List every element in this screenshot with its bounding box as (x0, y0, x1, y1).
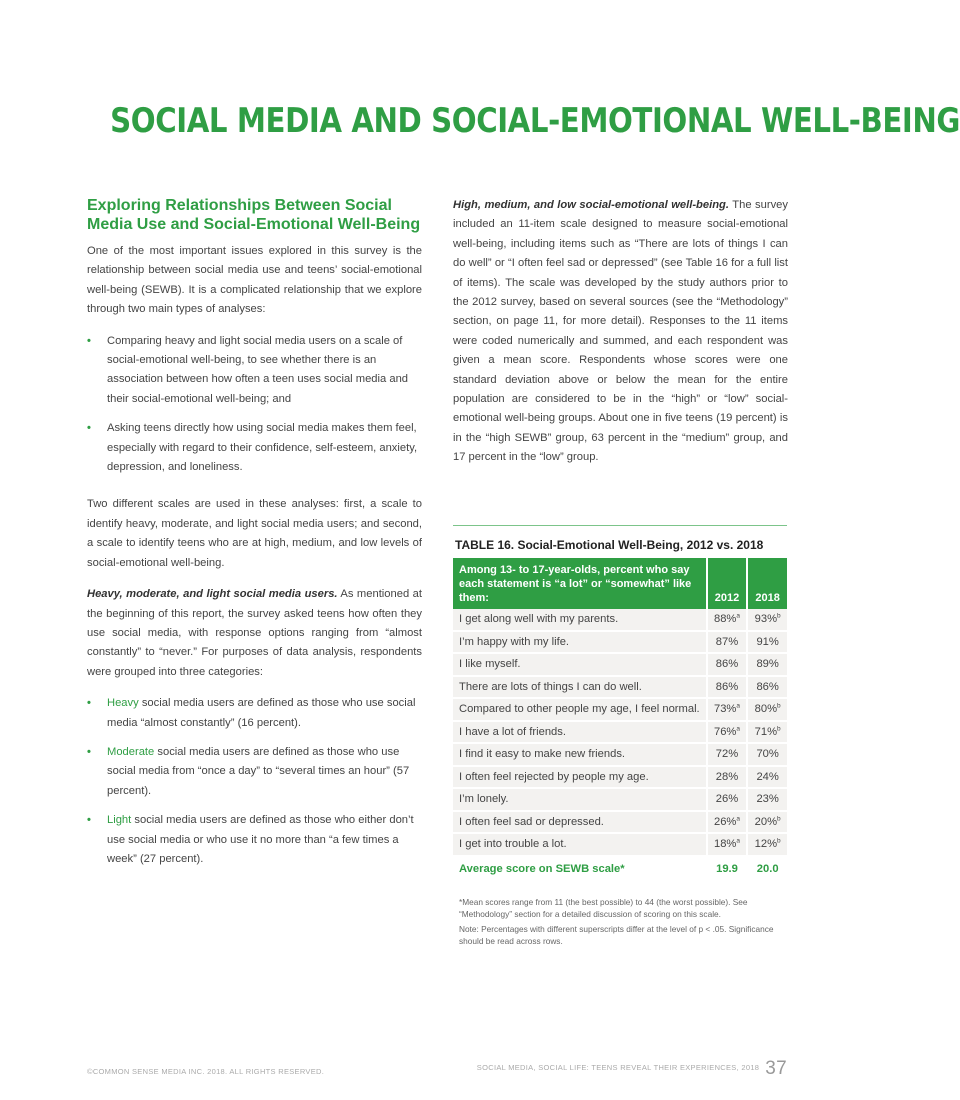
header-2018: 2018 (747, 558, 787, 609)
significance-superscript: b (777, 702, 781, 710)
footnote-mean: *Mean scores range from 11 (the best possible) to 44 (the worst possible). See “Methodology” section for a detailed discussion of scoring on this scale. (459, 897, 748, 919)
cell-value: There are lots of things I can do well. (459, 680, 642, 693)
users-paragraph (87, 585, 422, 682)
value-2018-cell (747, 788, 787, 811)
value-2012-cell (707, 676, 748, 699)
table-notes (459, 896, 789, 950)
value-2012-cell (707, 811, 748, 834)
footer-report (477, 1058, 787, 1080)
value-2012-cell (707, 721, 748, 744)
table-row (453, 631, 787, 654)
cell-value: 91% (756, 635, 779, 648)
value-2018-cell (747, 833, 787, 856)
cell-value: 19.9 (716, 862, 738, 875)
significance-superscript: a (736, 837, 741, 845)
footnote-significance: Note: Percentages with different superscripts differ at the level of p < .05. Significance should be read across rows. (459, 924, 774, 946)
value-2012-cell (707, 788, 748, 811)
value-2012-cell (707, 743, 748, 766)
significance-superscript: a (736, 815, 741, 823)
cell-value: 72% (715, 748, 739, 761)
value-2012-cell (707, 631, 748, 654)
cell-value: 71% (754, 725, 778, 738)
value-2018-cell (747, 653, 787, 676)
average-2012-cell (707, 856, 748, 882)
category-text: social media users are defined as those who use social media “almost constantly” (16 percent). (107, 697, 416, 729)
list-item: • Comparing heavy and light social media users on a scale of social-emotional well-being, to see whether there is an association between how often a teen uses social media and their social-emotional well-being; and (87, 332, 422, 410)
table-row (453, 721, 787, 744)
value-2018-cell (747, 743, 787, 766)
statement-cell (453, 676, 707, 699)
copyright: ©COMMON SENSE MEDIA INC. 2018. ALL RIGHTS RESERVED. (87, 1067, 325, 1076)
categories-list (87, 694, 422, 869)
cell-value: Compared to other people my age, I feel normal. (459, 703, 700, 716)
section-heading: Exploring Relationships Between Social Media Use and Social-Emotional Well-Being (87, 197, 421, 233)
list-item (87, 743, 422, 801)
scales-paragraph: Two different scales are used in these analyses: first, a scale to identify heavy, moderate, and light social media users; and second, a scale to identify teens who are at high, medium, and low levels of social-emotional well-being. (87, 498, 422, 569)
list-item: • Asking teens directly how using social media makes them feel, especially with regard to their confidence, self-esteem, anxiety, depression, and loneliness. (87, 419, 422, 477)
statement-cell (453, 811, 707, 834)
cell-value: 76% (713, 725, 737, 738)
cell-value: 86% (756, 680, 779, 693)
category-term: Heavy (107, 697, 139, 710)
value-2018-cell (747, 631, 787, 654)
value-2018-cell (747, 676, 787, 699)
table-row (453, 609, 787, 631)
table-row (453, 676, 787, 699)
cell-value: 20.0 (756, 862, 779, 875)
list-item (87, 811, 422, 869)
significance-superscript: a (736, 725, 741, 733)
statement-cell (453, 653, 707, 676)
table-row (453, 743, 787, 766)
cell-value: I like myself. (459, 658, 521, 671)
table-row (453, 833, 787, 856)
significance-superscript: a (736, 702, 741, 710)
cell-value: 86% (715, 658, 739, 671)
value-2012-cell (707, 698, 748, 721)
statement-cell (453, 833, 707, 856)
divider (453, 525, 787, 526)
table-row (453, 698, 787, 721)
cell-value: I get into trouble a lot. (459, 838, 567, 851)
category-term: Moderate (107, 745, 155, 758)
significance-superscript: b (777, 837, 781, 845)
average-label-cell (453, 856, 707, 882)
cell-value: 93% (754, 613, 778, 626)
significance-superscript: b (777, 612, 781, 620)
statement-cell (453, 788, 707, 811)
left-column (87, 196, 422, 881)
statement-cell (453, 698, 707, 721)
cell-value: 80% (754, 703, 778, 716)
significance-superscript: b (777, 815, 781, 823)
cell-value: I’m happy with my life. (459, 635, 570, 648)
table-row (453, 788, 787, 811)
table-row (453, 811, 787, 834)
table-row (453, 653, 787, 676)
average-2018-cell (747, 856, 787, 882)
cell-value: I have a lot of friends. (459, 725, 566, 738)
cell-value: I often feel rejected by people my age. (459, 770, 649, 783)
cell-value: 26% (715, 793, 739, 806)
page-number: 37 (765, 1058, 787, 1079)
cell-value: 73% (713, 703, 737, 716)
value-2018-cell (747, 698, 787, 721)
header-2012: 2012 (707, 558, 748, 609)
cell-value: 88% (713, 613, 737, 626)
cell-value: I’m lonely. (459, 793, 509, 806)
statement-cell (453, 721, 707, 744)
significance-superscript: a (736, 612, 741, 620)
sewb-table (453, 558, 787, 883)
intro-paragraph: One of the most important issues explored in this survey is the relationship between social media use and teens’ social-emotional well-being (SEWB). It is a complicated relationship that we explore through two main types of analyses: (87, 245, 422, 316)
value-2018-cell (747, 609, 787, 631)
cell-value: 12% (754, 838, 778, 851)
header-statement: Among 13- to 17-year-olds, percent who say each statement is “a lot” or “somewhat” like them: (453, 558, 707, 609)
cell-value: 70% (756, 748, 779, 761)
average-row (453, 856, 787, 882)
cell-value: I get along well with my parents. (459, 613, 619, 626)
value-2018-cell (747, 766, 787, 789)
category-text: social media users are defined as those who either don’t use social media or who use it no more than “a few times a week” (27 percent). (107, 814, 414, 865)
cell-value: 23% (756, 793, 779, 806)
sewb-body: The survey included an 11-item scale designed to measure social-emotional well-being, including items such as “There are lots of things I can do well” or “I often feel sad or depressed” (see Table 16 for a full list of items). The scale was developed by the study authors prior to the 2012 survey, based on several sources (see the “Methodology” section, on page 11, for more detail). Responses to the 11 items were coded numerically and summed, and each respondent was given a mean score. Respondents whose scores were one standard deviation above or below the mean for the entire population are considered to be in the “high” or “low” social-emotional well-being groups. About one in five teens (19 percent) is in the “high SEWB” group, 63 percent in the “medium” group, and 17 percent in the “low” group. (453, 199, 788, 464)
category-term: Light (107, 814, 132, 827)
cell-value: 20% (754, 815, 778, 828)
value-2012-cell (707, 653, 748, 676)
table-row (453, 766, 787, 789)
list-item (87, 694, 422, 733)
cell-value: 18% (713, 838, 737, 851)
significance-superscript: b (777, 725, 781, 733)
value-2012-cell (707, 766, 748, 789)
table-title: TABLE 16. Social-Emotional Well-Being, 2012 vs. 2018 (455, 538, 764, 552)
cell-value: I find it easy to make new friends. (459, 748, 626, 761)
statement-cell (453, 766, 707, 789)
cell-value: 87% (715, 635, 739, 648)
table-header-row (453, 558, 787, 609)
statement-cell (453, 609, 707, 631)
value-2012-cell (707, 609, 748, 631)
value-2018-cell (747, 811, 787, 834)
cell-value: 26% (713, 815, 737, 828)
cell-value: 89% (756, 658, 779, 671)
users-body: As mentioned at the beginning of this report, the survey asked teens how often they use social media, with response options ranging from “almost constantly” to “never.” For purposes of data analysis, respondents were grouped into three categories: (87, 588, 422, 678)
statement-cell (453, 631, 707, 654)
value-2018-cell (747, 721, 787, 744)
users-lead: Heavy, moderate, and light social media users. (87, 588, 338, 601)
value-2012-cell (707, 833, 748, 856)
cell-value: I often feel sad or depressed. (459, 815, 604, 828)
cell-value: 86% (715, 680, 739, 693)
cell-value: 28% (715, 770, 739, 783)
cell-value: Average score on SEWB scale* (459, 862, 625, 875)
sewb-paragraph (453, 196, 788, 468)
category-text: social media users are defined as those who use social media from “once a day” to “several times an hour” (57 percent). (107, 745, 410, 797)
statement-cell (453, 743, 707, 766)
page-title: SOCIAL MEDIA AND SOCIAL-EMOTIONAL WELL-BEING (110, 100, 960, 141)
sewb-lead: High, medium, and low social-emotional well-being. (453, 199, 729, 211)
right-column (453, 196, 788, 480)
cell-value: 24% (756, 770, 779, 783)
report-title: SOCIAL MEDIA, SOCIAL LIFE: TEENS REVEAL THEIR EXPERIENCES, 2018 (476, 1063, 760, 1072)
analyses-list (87, 332, 422, 478)
